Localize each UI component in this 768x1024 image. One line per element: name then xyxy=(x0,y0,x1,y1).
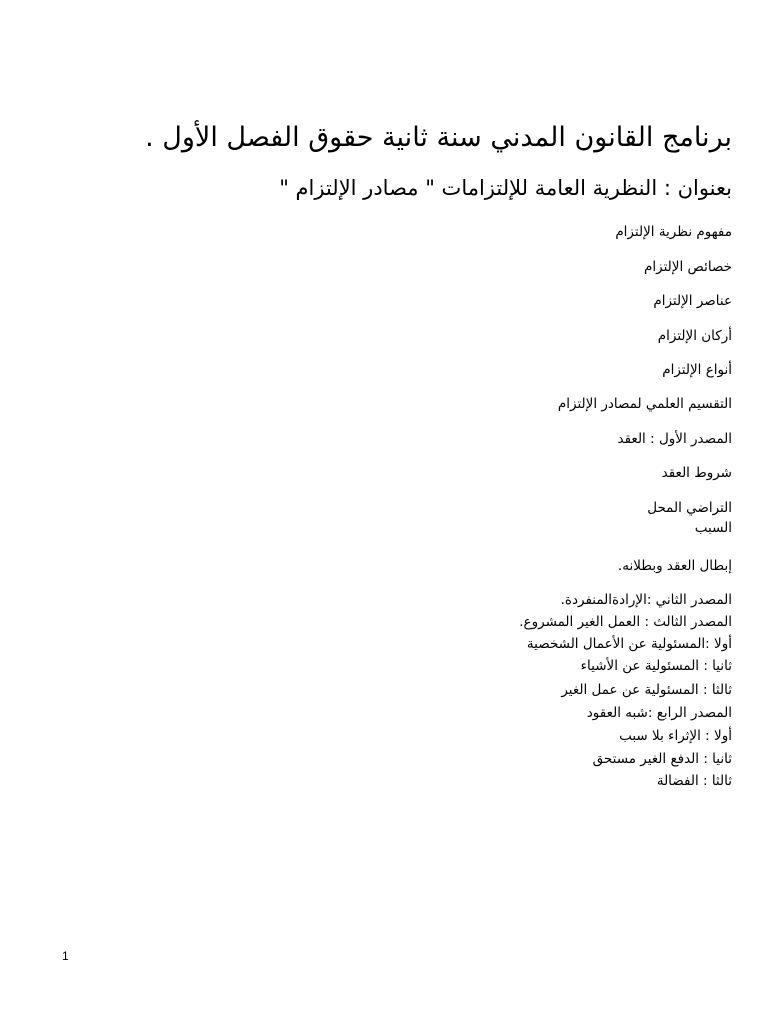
page-number: 1 xyxy=(62,949,69,963)
outline-item-fourth-source: المصدر الرابع :شبه العقود xyxy=(586,705,732,721)
outline-item-undue-payment: ثانيا : الدفع الغير مستحق xyxy=(592,751,732,767)
outline-item-cause: السبب xyxy=(694,520,732,536)
outline-item-pillars: أركان الإلتزام xyxy=(657,328,732,344)
outline-item-things-liability: ثانيا : المسئولية عن الأشياء xyxy=(580,658,732,674)
outline-item-concept: مفهوم نظرية الإلتزام xyxy=(615,224,732,240)
outline-item-others-liability: ثالثا : المسئولية عن عمل الغير xyxy=(561,682,732,698)
outline-item-consent-object: التراضي المحل xyxy=(647,500,732,516)
outline-item-elements: عناصر الإلتزام xyxy=(653,293,732,309)
outline-item-second-source: المصدر الثاني :الإرادةالمنفردة. xyxy=(560,592,732,608)
outline-item-classification: التقسيم العلمي لمصادر الإلتزام xyxy=(557,396,732,412)
outline-item-characteristics: خصائص الإلتزام xyxy=(644,259,732,275)
outline-item-third-source: المصدر الثالث : العمل الغير المشروع. xyxy=(519,614,732,630)
outline-item-first-source: المصدر الأول : العقد xyxy=(617,431,732,447)
outline-item-contract-conditions: شروط العقد xyxy=(661,465,732,481)
outline-item-annulment: إبطال العقد وبطلانه. xyxy=(617,558,732,574)
document-title: برنامج القانون المدني سنة ثانية حقوق الفصل الأول . xyxy=(145,122,732,153)
outline-item-unjust-enrichment: أولا : الإثراء بلا سبب xyxy=(619,728,732,744)
outline-item-agency: ثالثا : الفضالة xyxy=(656,773,732,789)
outline-item-personal-liability: أولا :المسئولية عن الأعمال الشخصية xyxy=(526,636,732,652)
outline-item-types: أنواع الإلتزام xyxy=(662,362,732,378)
document-subtitle: بعنوان : النظرية العامة للإلتزامات " مصادر الإلتزام " xyxy=(279,176,732,200)
